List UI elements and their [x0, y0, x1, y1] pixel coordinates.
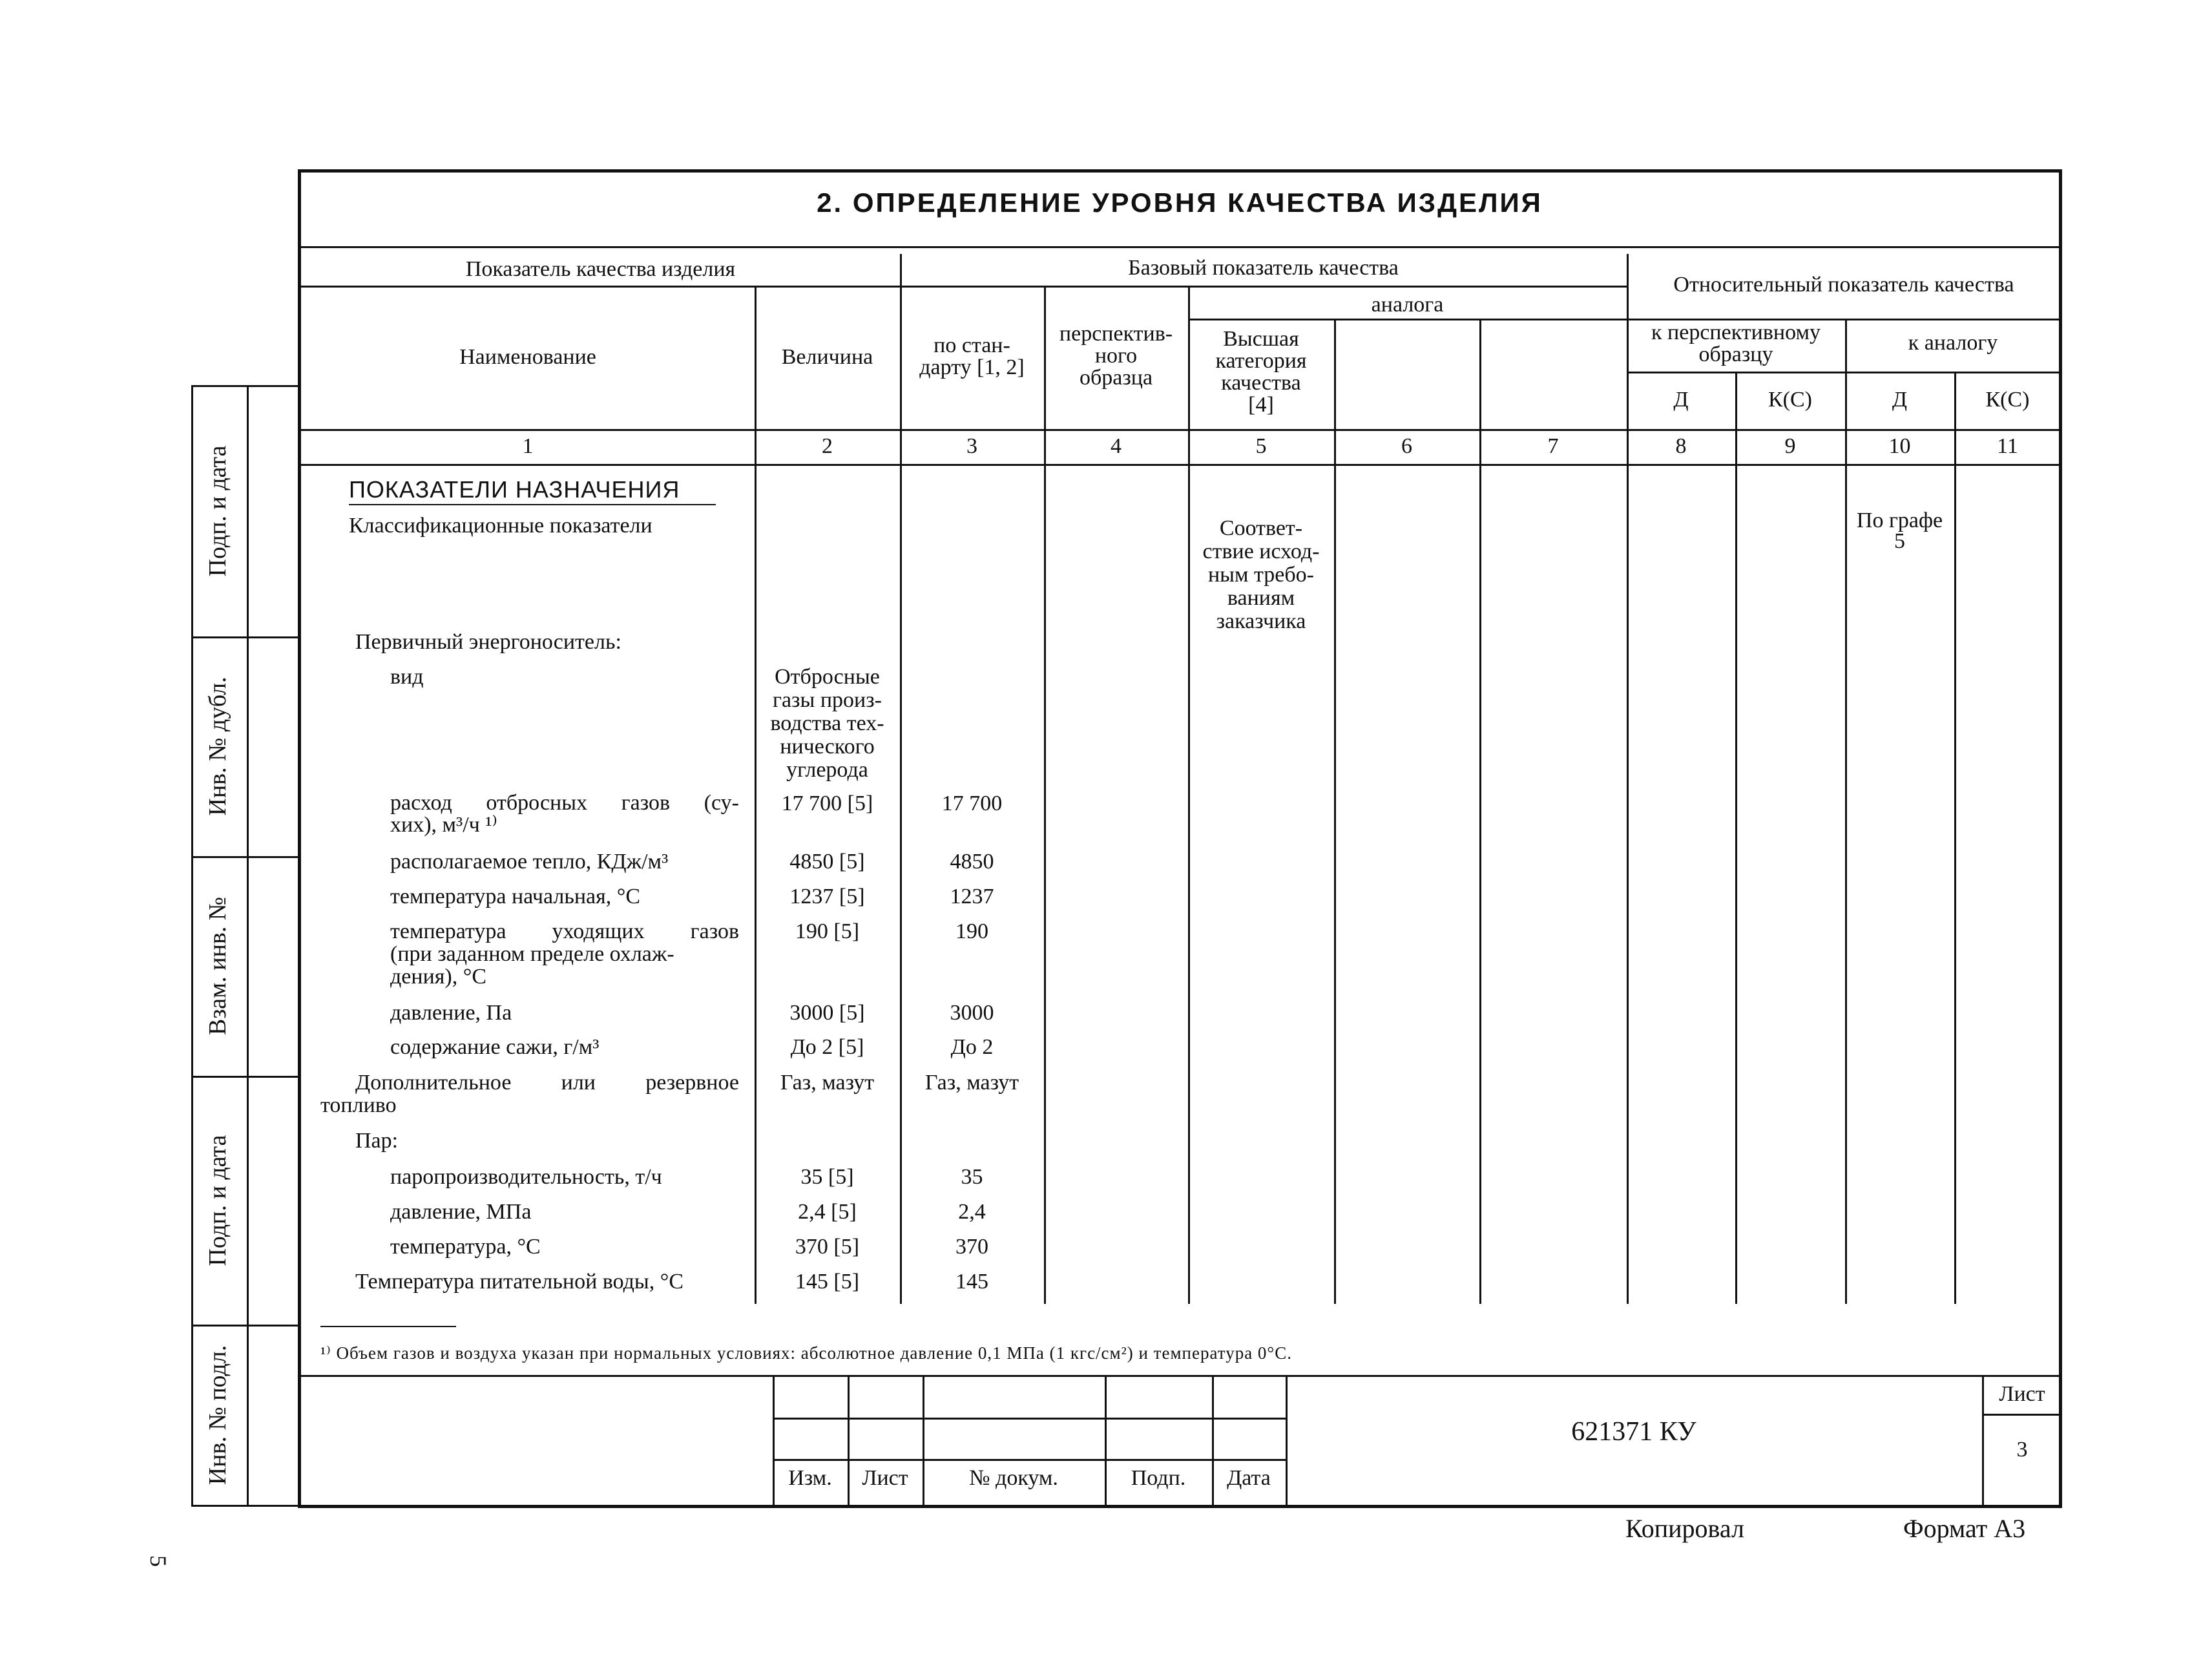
row-temp-start-label: температура начальная, °С — [390, 885, 641, 908]
header-sub-d-8: Д — [1673, 388, 1689, 412]
row-temp-start-std: 1237 — [950, 885, 994, 908]
header-sub-ks-9: К(С) — [1768, 388, 1812, 412]
stamp-izm: Изм. — [788, 1466, 832, 1490]
header-col-standard: по стан- дарту [1, 2] — [919, 333, 1025, 379]
page-mark: 5 — [145, 1555, 171, 1567]
header-col-value: Величина — [781, 345, 873, 369]
row-steam-temp-label: температура, °С — [390, 1235, 541, 1259]
col-num-9: 9 — [1784, 434, 1796, 458]
col-num-7: 7 — [1547, 434, 1559, 458]
copied-label: Копировал — [1625, 1514, 1744, 1543]
row-flow-value: 17 700 [5] — [781, 792, 873, 815]
footnote-rule — [320, 1326, 456, 1327]
row-heat-value: 4850 [5] — [789, 850, 865, 874]
row-steam-pressure-label: давление, МПа — [390, 1200, 532, 1224]
row-flow-label: расход отбросных газов (су- хих), м³/ч ¹⁾ — [390, 791, 739, 837]
frame-right — [2059, 169, 2062, 1508]
row-steam-output-std: 35 — [961, 1165, 983, 1189]
col-num-1: 1 — [522, 434, 534, 458]
row-soot-value: До 2 [5] — [790, 1035, 864, 1059]
row-steam-temp-std: 370 — [955, 1235, 988, 1259]
stamp-sign: Подп. — [1131, 1466, 1186, 1490]
row-fuel-label: Дополнительное или резервное топливо — [320, 1071, 739, 1117]
header-analog: аналога — [1371, 293, 1444, 317]
stamp-date: Дата — [1227, 1466, 1271, 1490]
row-temp-exit-std: 190 — [955, 919, 988, 943]
row-fuel-value: Газ, мазут — [780, 1071, 875, 1095]
header-rel-perspective: к перспективному образцу — [1651, 320, 1821, 366]
row-classification: Классификационные показатели — [349, 514, 652, 538]
row-kind-label: вид — [390, 665, 424, 689]
header-col-perspective: перспектив- ного образца — [1059, 322, 1173, 390]
footnote: ¹⁾ Объем газов и воздуха указан при нормальных условиях: абсолютное давление 0,1 МПа (1 кгс/см²) и температура 0°С. — [320, 1343, 1292, 1363]
side-label-replace-inv: Взам. инв. № — [204, 896, 231, 1036]
row-steam-label: Пар: — [355, 1129, 399, 1153]
doc-code: 621371 КУ — [1571, 1417, 1696, 1447]
stamp-list: Лист — [862, 1466, 908, 1490]
row-feed-water-value: 145 [5] — [795, 1270, 860, 1294]
row-feed-water-std: 145 — [955, 1270, 988, 1294]
col-num-3: 3 — [966, 434, 977, 458]
compliance-note: Соответ- ствие исход- ным требо- ваниям заказчика — [1202, 516, 1320, 633]
row-feed-water-label: Температура питательной воды, °С — [355, 1270, 684, 1294]
row-temp-exit-label: температура уходящих газов (при заданном пределе охлаж- дения), °С — [390, 919, 739, 989]
col-num-10: 10 — [1888, 434, 1911, 458]
header-sub-ks-11: К(С) — [1985, 388, 2030, 412]
row-pressure-std: 3000 — [950, 1001, 994, 1025]
side-label-dup-inv: Инв. № дубл. — [204, 676, 231, 816]
side-label-sign-date-2: Подп. и дата — [204, 1135, 231, 1266]
row-temp-exit-value: 190 [5] — [795, 919, 860, 943]
col-num-4: 4 — [1111, 434, 1122, 458]
header-rel-analog: к аналогу — [1908, 331, 1998, 355]
header-base-group: Базовый показатель качества — [1128, 256, 1399, 280]
row-heat-std: 4850 — [950, 850, 994, 874]
row-primary-energy: Первичный энергоноситель: — [355, 630, 621, 654]
page-title: 2. ОПРЕДЕЛЕНИЕ УРОВНЯ КАЧЕСТВА ИЗДЕЛИЯ — [817, 187, 1543, 218]
row-pressure-value: 3000 [5] — [789, 1001, 865, 1025]
sheet-label: Лист — [1999, 1382, 2045, 1406]
header-indicator-group: Показатель качества изделия — [465, 257, 736, 281]
col-num-11: 11 — [1997, 434, 2018, 458]
frame-bottom — [298, 1505, 2061, 1508]
by-column-note: По графе 5 — [1856, 509, 1943, 553]
row-temp-start-value: 1237 [5] — [789, 885, 865, 908]
row-steam-pressure-value: 2,4 [5] — [798, 1200, 857, 1224]
side-label-sign-date-1: Подп. и дата — [204, 445, 231, 577]
header-col-highest: Высшая категория качества [4] — [1215, 327, 1307, 417]
col-num-8: 8 — [1675, 434, 1687, 458]
row-steam-temp-value: 370 [5] — [795, 1235, 860, 1259]
row-steam-output-label: паропроизводительность, т/ч — [390, 1165, 662, 1189]
format-label: Формат А3 — [1903, 1514, 2026, 1543]
row-soot-label: содержание сажи, г/м³ — [390, 1035, 600, 1059]
row-steam-output-value: 35 [5] — [800, 1165, 854, 1189]
stamp-doc-no: № докум. — [969, 1466, 1058, 1490]
row-steam-pressure-std: 2,4 — [958, 1200, 986, 1224]
col-num-6: 6 — [1401, 434, 1412, 458]
row-kind-value: Отбросные газы произ- водства тех- нического углерода — [770, 665, 884, 782]
sheet-number: 3 — [2016, 1438, 2028, 1462]
header-relative-group: Относительный показатель качества — [1673, 273, 2014, 297]
row-soot-std: До 2 — [950, 1035, 994, 1059]
row-pressure-label: давление, Па — [390, 1001, 512, 1025]
row-flow-std: 17 700 — [941, 792, 1003, 815]
col-num-5: 5 — [1255, 434, 1267, 458]
frame-top — [298, 169, 2061, 173]
row-heat-label: располагаемое тепло, КДж/м³ — [390, 850, 669, 874]
header-col-name: Наименование — [459, 345, 596, 369]
section-title: ПОКАЗАТЕЛИ НАЗНАЧЕНИЯ — [349, 476, 680, 503]
row-fuel-std: Газ, мазут — [924, 1071, 1019, 1095]
side-label-orig-inv: Инв. № подл. — [204, 1345, 231, 1485]
header-sub-d-10: Д — [1892, 388, 1908, 412]
col-num-2: 2 — [822, 434, 833, 458]
